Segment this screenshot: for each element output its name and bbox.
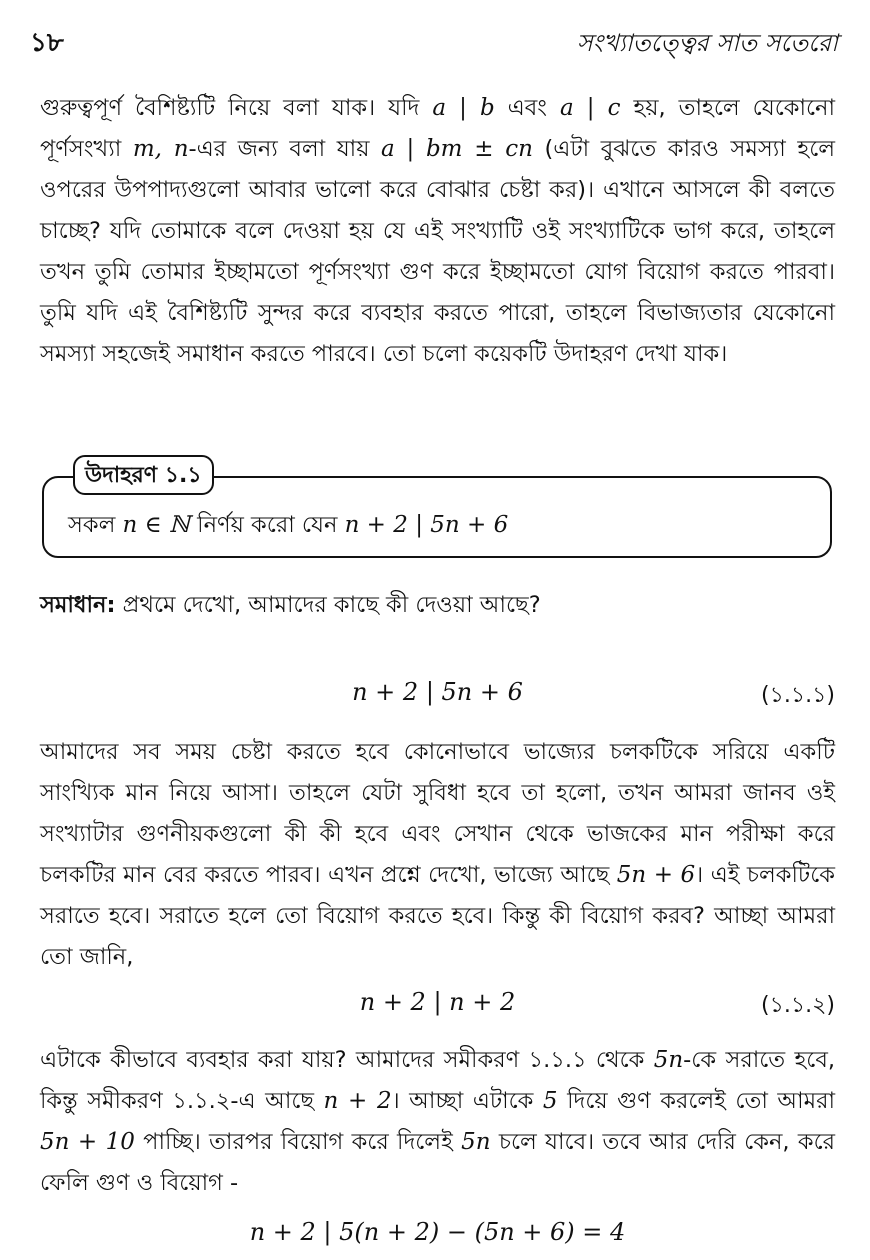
intro-text-1: গুরুত্বপূর্ণ বৈশিষ্ট্যটি নিয়ে বলা যাক। যদি xyxy=(40,95,420,121)
equation-1 xyxy=(40,672,835,714)
para3-math-3: 5 xyxy=(542,1088,558,1114)
intro-math-2: a | c xyxy=(559,95,621,121)
solution-label: সমাধান: xyxy=(40,592,116,618)
para2-math-1: 5n + 6 xyxy=(616,862,696,888)
para3-math-5: 5n xyxy=(461,1129,491,1155)
para3-math-4: 5n + 10 xyxy=(40,1129,135,1155)
equation-2 xyxy=(40,982,835,1024)
example-math-1: n ∈ ℕ xyxy=(122,512,191,538)
para3-text-6: চলে যাবে। তবে আর দেরি কেন, করে ফেলি গুণ ও বিয়োগ - xyxy=(40,1129,836,1196)
intro-text-2: এবং xyxy=(507,95,547,121)
paragraph-2 xyxy=(40,732,835,978)
equation-3-expr: n + 2 | 5(n + 2) − (5n + 6) = 4 xyxy=(249,1218,626,1246)
intro-text-5: (এটা বুঝতে কারও সমস্যা হলে ওপরের উপপাদ্যগুলো আবার ভালো করে বোঝার চেষ্টা কর)। এখানে আসলে কী বলতে চাচ্ছে? যদি তোমাকে বলে দেওয়া হয় যে এই সংখ্যাটি ওই সংখ্যাটিকে ভাগ করে, তাহলে তখন তুমি তোমার ইচ্ছামতো পূর্ণসংখ্যা গুণ করে ইচ্ছামতো যোগ বিয়োগ করতে পারবা। তুমি যদি এই বৈশিষ্ট্যটি সুন্দর করে ব্যবহার করতে পারো, তাহলে বিভাজ্যতার যেকোনো সমস্যা সহজেই সমাধান করতে পারবে। তো চলো কয়েকটি উদাহরণ দেখা যাক। xyxy=(40,136,835,367)
para3-math-1: 5n xyxy=(653,1047,684,1073)
intro-math-3: m, n xyxy=(132,136,189,162)
para2-text-1: আমাদের সব সময় চেষ্টা করতে হবে কোনোভাবে ভাজ্যের চলকটিকে সরিয়ে একটি সাংখ্যিক মান নিয়ে আসা। তাহলে যেটা সুবিধা হবে তা হলো, তখন আমরা জানব ওই সংখ্যাটার গুণনীয়কগুলো কী কী হবে এবং সেখান থেকে ভাজকের মান পরীক্ষা করে চলকটির মান বের করতে পারব। এখন প্রশ্নে দেখো, ভাজ্যে আছে xyxy=(40,739,835,888)
para3-math-2: n + 2 xyxy=(323,1088,392,1114)
para3-text-3: । আচ্ছা এটাকে xyxy=(391,1088,534,1114)
para3-text-2: -কে সরাতে হবে, কিন্তু সমীকরণ ১.১.২-এ আছে xyxy=(40,1047,835,1114)
intro-math-1: a | b xyxy=(432,95,495,121)
page-number: ১৮ xyxy=(30,28,64,58)
page-header xyxy=(30,22,838,58)
para3-text-1: এটাকে কীভাবে ব্যবহার করা যায়? আমাদের সমীকরণ ১.১.১ থেকে xyxy=(40,1047,645,1073)
equation-3 xyxy=(40,1212,835,1254)
equation-1-tag: (১.১.১) xyxy=(761,683,835,708)
example-text-2: নির্ণয় করো যেন xyxy=(197,512,338,538)
running-title: সংখ্যাতত্ত্বের সাত সতেরো xyxy=(576,29,838,57)
equation-1-expr: n + 2 | 5n + 6 xyxy=(352,678,523,706)
intro-text-3: হয়, তাহলে যেকোনো পূর্ণসংখ্যা xyxy=(40,95,836,162)
solution-line xyxy=(40,585,835,625)
example-label: উদাহরণ ১.১ xyxy=(73,455,214,495)
example-text-1: সকল xyxy=(68,512,116,538)
example-statement xyxy=(68,505,508,545)
intro-math-4: a | bm ± cn xyxy=(381,136,533,162)
paragraph-3 xyxy=(40,1040,835,1204)
para2-text-2: । এই চলকটিকে সরাতে হবে। সরাতে হলে তো বিয়োগ করতে হবে। কিন্তু কী বিয়োগ করব? আচ্ছা আমরা তো জানি, xyxy=(40,862,835,970)
example-math-2: n + 2 | 5n + 6 xyxy=(344,512,509,538)
para3-text-4: দিয়ে গুণ করলেই তো আমরা xyxy=(567,1088,836,1114)
equation-2-tag: (১.১.২) xyxy=(760,993,835,1018)
intro-paragraph xyxy=(40,88,835,375)
equation-2-expr: n + 2 | n + 2 xyxy=(359,988,516,1016)
para3-text-5: পাচ্ছি। তারপর বিয়োগ করে দিলেই xyxy=(143,1129,453,1155)
solution-text: প্রথমে দেখো, আমাদের কাছে কী দেওয়া আছে? xyxy=(122,592,541,618)
intro-text-4: -এর জন্য বলা যায় xyxy=(188,136,370,162)
